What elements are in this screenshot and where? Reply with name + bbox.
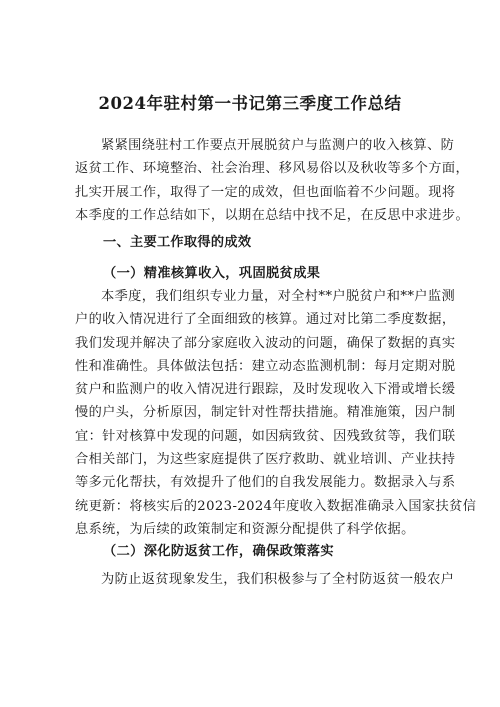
- subsection-heading-1: （一）精准核算收入，巩固脱贫成果: [103, 266, 321, 281]
- section-heading-1: 一、主要工作取得的成效: [103, 235, 252, 250]
- sub1-line-8: 合相关部门，为这些家庭提供了医疗救助、就业培训、产业扶持: [75, 452, 456, 468]
- sub1-line-5: 贫户和监测户的收入情况进行跟踪，及时发现收入下滑或增长缓: [75, 382, 456, 398]
- intro-line-1: 紧紧围绕驻村工作要点开展脱贫户与监测户的收入核算、防: [101, 138, 455, 153]
- sub2-line-1: 为防止返贫现象发生，我们积极参与了全村防返贫一般农户: [101, 572, 455, 587]
- subsection-heading-2: （二）深化防返贫工作，确保政策落实: [103, 544, 334, 559]
- sub1-line-1: 本季度，我们组织专业力量，对全村**户脱贫户和**户监测: [101, 289, 456, 304]
- intro-line-2: 返贫工作、环境整治、社会治理、移风易俗以及秋收等多个方面，: [75, 161, 470, 177]
- sub1-line-9: 等多元化帮扶，有效提升了他们的自我发展能力。数据录入与系: [75, 475, 456, 491]
- subsection-1-paragraph: [75, 285, 477, 541]
- document-title: 2024年驻村第一书记第三季度工作总结: [98, 94, 402, 113]
- subsection-2-paragraph: [75, 568, 455, 591]
- sub1-line-2: 户的收入情况进行了全面细致的核算。通过对比第二季度数据，: [75, 312, 456, 328]
- intro-line-4: 本季度的工作总结如下，以期在总结中找不足，在反思中求进步。: [75, 207, 470, 223]
- sub1-line-6: 慢的户头，分析原因，制定针对性帮扶措施。精准施策，因户制: [75, 405, 456, 421]
- intro-line-3: 扎实开展工作，取得了一定的成效，但也面临着不少问题。现将: [75, 184, 456, 200]
- sub1-line-10: 统更新：将核实后的2023-2024年度收入数据准确录入国家扶贫信: [75, 498, 477, 514]
- sub1-line-3: 我们发现并解决了部分家庭收入波动的问题，确保了数据的真实: [75, 335, 456, 351]
- intro-paragraph: [75, 134, 470, 227]
- sub1-line-7: 宜：针对核算中发现的问题，如因病致贫、因残致贫等，我们联: [75, 428, 456, 444]
- sub1-line-11: 息系统，为后续的政策制定和资源分配提供了科学依据。: [75, 521, 415, 537]
- sub1-line-4: 性和准确性。具体做法包括：建立动态监测机制：每月定期对脱: [75, 358, 456, 374]
